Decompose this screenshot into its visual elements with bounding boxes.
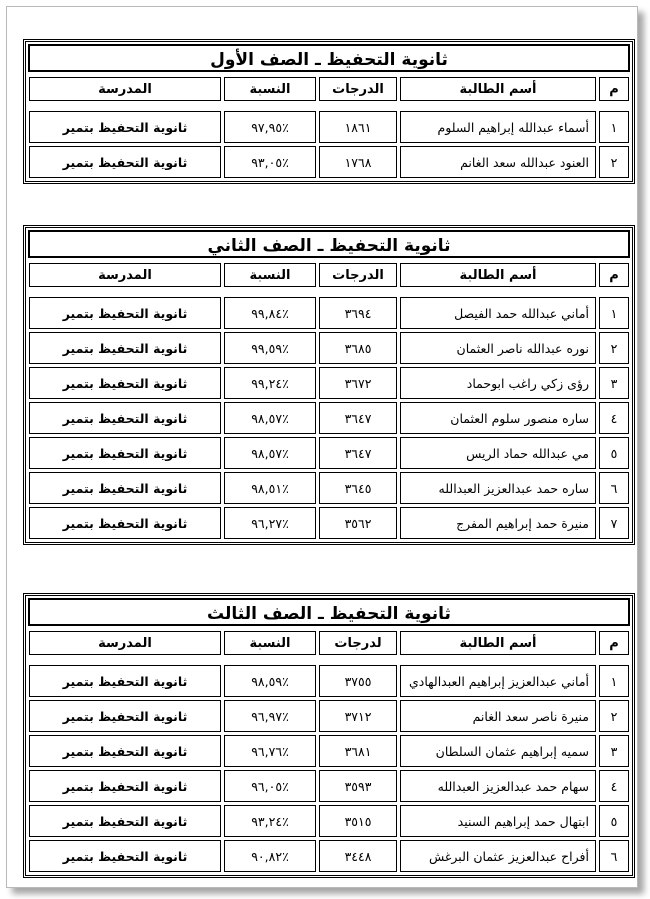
grade-value: ١٨٦١ [319, 111, 397, 143]
row-number: ٧ [599, 507, 629, 539]
student-name: أسماء عبدالله إبراهيم السلوم [400, 111, 596, 143]
school-name: ثانوية التحفيظ بتمير [29, 735, 221, 767]
section-title: ثانوية التحفيظ ـ الصف الأول [28, 44, 630, 72]
school-name: ثانوية التحفيظ بتمير [29, 472, 221, 504]
school-name: ثانوية التحفيظ بتمير [29, 805, 221, 837]
percentage-value: ٪٩٧,٩٥ [224, 111, 316, 143]
results-table [26, 628, 632, 875]
school-name: ثانوية التحفيظ بتمير [29, 297, 221, 329]
table-row [29, 735, 629, 767]
grade-value: ٣٤٤٨ [319, 840, 397, 872]
header-grade: الدرجات [319, 77, 397, 101]
grade-value: ٣٦٤٧ [319, 437, 397, 469]
table-row [29, 332, 629, 364]
table-row [29, 472, 629, 504]
grade-value: ٣٥٩٣ [319, 770, 397, 802]
school-name: ثانوية التحفيظ بتمير [29, 700, 221, 732]
table-row [29, 840, 629, 872]
student-name: منيرة ناصر سعد الغانم [400, 700, 596, 732]
school-name: ثانوية التحفيظ بتمير [29, 111, 221, 143]
row-number: ١ [599, 111, 629, 143]
school-name: ثانوية التحفيظ بتمير [29, 146, 221, 178]
header-school: المدرسة [29, 631, 221, 655]
header-name: أسم الطالبة [400, 263, 596, 287]
percentage-value: ٪٩٣,٠٥ [224, 146, 316, 178]
row-number: ٤ [599, 402, 629, 434]
table-row [29, 367, 629, 399]
grade-value: ١٧٦٨ [319, 146, 397, 178]
school-name: ثانوية التحفيظ بتمير [29, 507, 221, 539]
grade-value: ٣٥١٥ [319, 805, 397, 837]
grade-value: ٣٦٤٧ [319, 402, 397, 434]
results-table [26, 74, 632, 181]
school-name: ثانوية التحفيظ بتمير [29, 402, 221, 434]
student-name: سميه إبراهيم عثمان السلطان [400, 735, 596, 767]
percentage-value: ٪٩٨,٥١ [224, 472, 316, 504]
student-name: رؤى زكي راغب ابوحماد [400, 367, 596, 399]
percentage-value: ٪٩٦,٢٧ [224, 507, 316, 539]
header-pct: النسبة [224, 77, 316, 101]
results-table [26, 260, 632, 542]
row-number: ٢ [599, 332, 629, 364]
percentage-value: ٪٩٨,٥٧ [224, 437, 316, 469]
section-grade-1 [23, 39, 635, 184]
grade-value: ٣٦٤٥ [319, 472, 397, 504]
grade-value: ٣٧٥٥ [319, 665, 397, 697]
header-row [29, 263, 629, 287]
header-school: المدرسة [29, 77, 221, 101]
student-name: أفراح عبدالعزيز عثمان البرغش [400, 840, 596, 872]
percentage-value: ٪٩٦,٧٦ [224, 735, 316, 767]
student-name: ساره حمد عبدالعزيز العبدالله [400, 472, 596, 504]
grade-value: ٣٦٨٥ [319, 332, 397, 364]
grade-value: ٣٧١٢ [319, 700, 397, 732]
row-number: ٦ [599, 472, 629, 504]
percentage-value: ٪٩٩,٨٤ [224, 297, 316, 329]
percentage-value: ٪٩٦,٩٧ [224, 700, 316, 732]
school-name: ثانوية التحفيظ بتمير [29, 332, 221, 364]
header-pct: النسبة [224, 631, 316, 655]
row-number: ٢ [599, 700, 629, 732]
header-no: م [599, 631, 629, 655]
header-no: م [599, 263, 629, 287]
header-pct: النسبة [224, 263, 316, 287]
percentage-value: ٪٩٨,٥٧ [224, 402, 316, 434]
school-name: ثانوية التحفيظ بتمير [29, 840, 221, 872]
student-name: العنود عبدالله سعد الغانم [400, 146, 596, 178]
header-row [29, 77, 629, 101]
school-name: ثانوية التحفيظ بتمير [29, 437, 221, 469]
header-row [29, 631, 629, 655]
student-name: منيرة حمد إبراهيم المفرج [400, 507, 596, 539]
percentage-value: ٪٩٠,٨٢ [224, 840, 316, 872]
header-grade: لدرجات [319, 631, 397, 655]
row-number: ٣ [599, 367, 629, 399]
section-title: ثانوية التحفيظ ـ الصف الثالث [28, 598, 630, 626]
table-row [29, 700, 629, 732]
school-name: ثانوية التحفيظ بتمير [29, 665, 221, 697]
student-name: مي عبدالله حماد الريس [400, 437, 596, 469]
student-name: ابتهال حمد إبراهيم السنيد [400, 805, 596, 837]
table-row [29, 665, 629, 697]
row-number: ٦ [599, 840, 629, 872]
grade-value: ٣٦٩٤ [319, 297, 397, 329]
row-number: ٥ [599, 437, 629, 469]
section-grade-2 [23, 225, 635, 545]
grade-value: ٣٦٧٢ [319, 367, 397, 399]
row-number: ١ [599, 665, 629, 697]
student-name: سهام حمد عبدالعزيز العبدالله [400, 770, 596, 802]
table-row [29, 805, 629, 837]
header-school: المدرسة [29, 263, 221, 287]
student-name: ساره منصور سلوم العثمان [400, 402, 596, 434]
grade-value: ٣٦٨١ [319, 735, 397, 767]
row-number: ٥ [599, 805, 629, 837]
student-name: أماني عبدالله حمد الفيصل [400, 297, 596, 329]
school-name: ثانوية التحفيظ بتمير [29, 770, 221, 802]
header-name: أسم الطالبة [400, 77, 596, 101]
table-row [29, 770, 629, 802]
percentage-value: ٪٩٣,٢٤ [224, 805, 316, 837]
table-row [29, 437, 629, 469]
header-name: أسم الطالبة [400, 631, 596, 655]
row-number: ٢ [599, 146, 629, 178]
percentage-value: ٪٩٩,٢٤ [224, 367, 316, 399]
section-grade-3 [23, 593, 635, 878]
student-name: أماني عبدالعزيز إبراهيم العبدالهادي [400, 665, 596, 697]
document-page [6, 6, 638, 888]
school-name: ثانوية التحفيظ بتمير [29, 367, 221, 399]
percentage-value: ٪٩٨,٥٩ [224, 665, 316, 697]
table-row [29, 146, 629, 178]
row-number: ٤ [599, 770, 629, 802]
grade-value: ٣٥٦٢ [319, 507, 397, 539]
table-row [29, 402, 629, 434]
percentage-value: ٪٩٦,٠٥ [224, 770, 316, 802]
table-row [29, 297, 629, 329]
table-row [29, 111, 629, 143]
table-row [29, 507, 629, 539]
header-grade: الدرجات [319, 263, 397, 287]
row-number: ٣ [599, 735, 629, 767]
section-title: ثانوية التحفيظ ـ الصف الثاني [28, 230, 630, 258]
student-name: نوره عبدالله ناصر العثمان [400, 332, 596, 364]
percentage-value: ٪٩٩,٥٩ [224, 332, 316, 364]
row-number: ١ [599, 297, 629, 329]
header-no: م [599, 77, 629, 101]
